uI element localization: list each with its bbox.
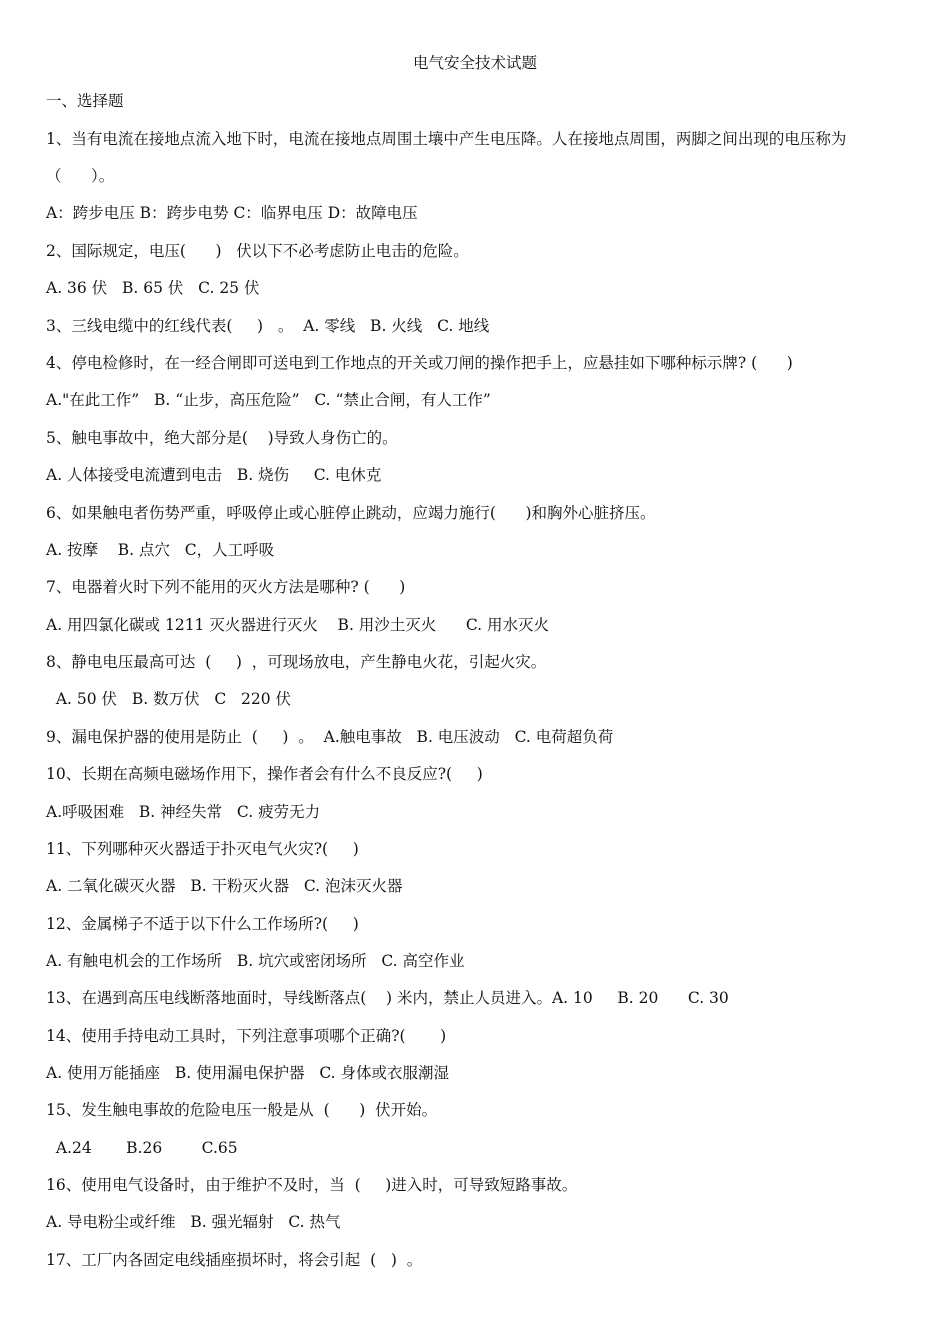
question-4: 4、停电检修时，在一经合闸即可送电到工作地点的开关或刀闸的操作把手上，应悬挂如下哪种标示牌? ( )	[46, 354, 793, 372]
options-10: A.呼吸困难 B. 神经失常 C. 疲劳无力	[46, 803, 321, 821]
options-4: A."在此工作” B. “止步，高压危险” C. “禁止合闸，有人工作”	[46, 391, 491, 409]
question-3: 3、三线电缆中的红线代表( ) 。 A. 零线 B. 火线 C. 地线	[46, 317, 490, 335]
options-15: A.24 B.26 C.65	[46, 1139, 238, 1157]
question-1: 1、当有电流在接地点流入地下时，电流在接地点周围土壤中产生电压降。人在接地点周围，两脚之间出现的电压称为	[46, 130, 847, 148]
options-12: A. 有触电机会的工作场所 B. 坑穴或密闭场所 C. 高空作业	[46, 952, 465, 970]
options-16: A. 导电粉尘或纤维 B. 强光辐射 C. 热气	[46, 1213, 341, 1231]
question-14: 14、使用手持电动工具时，下列注意事项哪个正确?( )	[46, 1027, 447, 1045]
options-14: A. 使用万能插座 B. 使用漏电保护器 C. 身体或衣服潮湿	[46, 1064, 450, 1082]
question-15: 15、发生触电事故的危险电压一般是从 ( ) 伏开始。	[46, 1101, 438, 1119]
question-13: 13、在遇到高压电线断落地面时，导线断落点( ) 米内，禁止人员进入。A. 10 B. 20 C. 30	[46, 989, 729, 1007]
options-8: A. 50 伏 B. 数万伏 C 220 伏	[46, 690, 292, 708]
question-2: 2、国际规定，电压( ) 伏以下不必考虑防止电击的危险。	[46, 242, 469, 260]
options-6: A. 按摩 B. 点穴 C，人工呼吸	[46, 541, 275, 559]
question-7: 7、电器着火时下列不能用的灭火方法是哪种? ( )	[46, 578, 406, 596]
question-5: 5、触电事故中，绝大部分是( )导致人身伤亡的。	[46, 429, 398, 447]
options-2: A. 36 伏 B. 65 伏 C. 25 伏	[46, 279, 260, 297]
question-1-continued: （ ）。	[46, 167, 115, 185]
question-9: 9、漏电保护器的使用是防止 ( ) 。 A.触电事故 B. 电压波动 C. 电荷超负荷	[46, 728, 614, 746]
question-17: 17、工厂内各固定电线插座损坏时，将会引起 ( ) 。	[46, 1251, 423, 1269]
question-12: 12、金属梯子不适于以下什么工作场所?( )	[46, 915, 359, 933]
question-11: 11、下列哪种灭火器适于扑灭电气火灾?( )	[46, 840, 359, 858]
question-6: 6、如果触电者伤势严重，呼吸停止或心脏停止跳动，应竭力施行( )和胸外心脏挤压。	[46, 504, 656, 522]
options-7: A. 用四氯化碳或 1211 灭火器进行灭火 B. 用沙土灭火 C. 用水灭火	[46, 616, 550, 634]
options-1: A：跨步电压 B：跨步电势 C：临界电压 D：故障电压	[46, 204, 418, 222]
document-title: 电气安全技术试题	[412, 54, 537, 72]
section-heading: 一、选择题	[46, 92, 124, 110]
question-16: 16、使用电气设备时，由于维护不及时，当 ( )进入时，可导致短路事故。	[46, 1176, 578, 1194]
options-5: A. 人体接受电流遭到电击 B. 烧伤 C. 电休克	[46, 466, 382, 484]
options-11: A. 二氧化碳灭火器 B. 干粉灭火器 C. 泡沫灭火器	[46, 877, 403, 895]
question-10: 10、长期在高频电磁场作用下，操作者会有什么不良反应?( )	[46, 765, 483, 783]
question-8: 8、静电电压最高可达 ( ) ，可现场放电，产生静电火花，引起火灾。	[46, 653, 547, 671]
